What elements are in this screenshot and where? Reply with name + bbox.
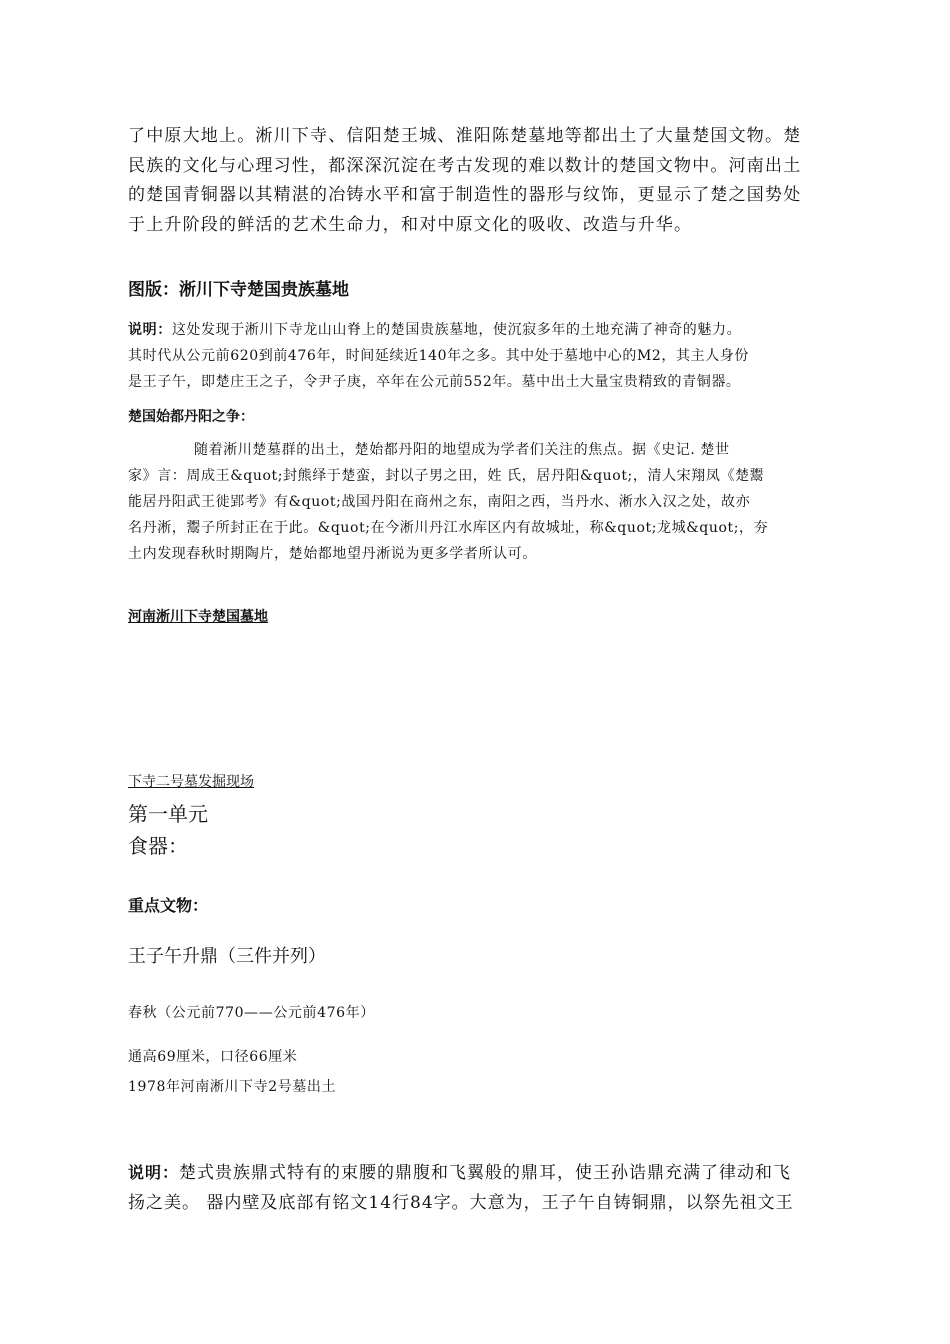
dispute-line: 随着淅川楚墓群的出土，楚始都丹阳的地望成为学者们关注的焦点。据《史记. 楚世 (194, 442, 730, 458)
relic-heading-wrap (128, 894, 842, 918)
dispute-line: 能居丹阳武王徙郢考》有&quot;战国丹阳在商州之东，南阳之西，当丹水、淅水入汉之处，故亦 (128, 494, 751, 510)
plate-title: 图版：淅川下寺楚国贵族墓地 (128, 280, 349, 300)
note-text: 这处发现于淅川下寺龙山山脊上的楚国贵族墓地，使沉寂多年的土地充满了神奇的魅力。 (171, 322, 742, 338)
relic-origin: 1978年河南淅川下寺2号墓出土 (128, 1079, 337, 1095)
relic-desc-first-line (128, 1158, 842, 1188)
dispute-line: 土内发现春秋时期陶片，楚始都地望丹淅说为更多学者所认可。 (128, 546, 537, 562)
dispute-section (128, 405, 842, 429)
cemetery-link[interactable]: 河南淅川下寺楚国墓地 (128, 609, 268, 625)
relic-name: 王子午升鼎（三件并列） (128, 946, 326, 967)
plate-note-line: 其时代从公元前620到前476年，时间延续近140年之多。其中处于墓地中心的M2，其主人身份 (128, 348, 750, 364)
excavation-link[interactable]: 下寺二号墓发掘现场 (128, 774, 254, 790)
relic-size: 通高69厘米，口径66厘米 (128, 1049, 298, 1065)
relic-details (128, 1042, 842, 1102)
relic-heading: 重点文物： (128, 896, 209, 915)
dispute-line: 家》言：周成王&quot;封熊绎于楚蛮，封以子男之田，姓 氏，居丹阳&quot;，清人宋翔凤《楚鬻 (128, 468, 765, 484)
cemetery-link-wrap (128, 606, 842, 628)
intro-line: 的楚国青铜器以其精湛的冶铸水平和富于制造性的器形与纹饰，更显示了楚之国势处 (128, 185, 802, 205)
plate-section (128, 278, 842, 302)
relic-period: 春秋（公元前770——公元前476年） (128, 1005, 375, 1021)
relic-name-wrap (128, 944, 842, 970)
excavation-link-wrap (128, 771, 842, 793)
relic-period-wrap (128, 1000, 842, 1026)
unit-category: 食器： (128, 834, 188, 858)
intro-line: 了中原大地上。淅川下寺、信阳楚王城、淮阳陈楚墓地等都出土了大量楚国文物。楚 (128, 126, 802, 146)
dispute-paragraph (128, 437, 842, 567)
relic-description (128, 1158, 842, 1218)
dispute-title: 楚国始都丹阳之争： (128, 409, 254, 425)
desc-text: 楚式贵族鼎式特有的束腰的鼎腹和飞翼般的鼎耳，使王孙诰鼎充满了律动和飞 (179, 1163, 792, 1183)
intro-paragraph (128, 122, 842, 240)
plate-note-line: 是王子午，即楚庄王之子，令尹子庚，卒年在公元前552年。墓中出土大量宝贵精致的青铜器。 (128, 374, 741, 390)
unit-section (128, 798, 842, 862)
dispute-line: 名丹淅，鬻子所封正在于此。&quot;在今淅川丹江水库区内有故城址，称&quot;龙城&quot;，夯 (128, 520, 769, 536)
intro-line: 于上升阶段的鲜活的艺术生命力，和对中原文化的吸收、改造与升华。 (128, 214, 693, 235)
intro-line: 民族的文化与心理习性，都深深沉淀在考古发现的难以数计的楚国文物中。河南出土 (128, 155, 802, 176)
desc-label: 说明： (128, 1163, 180, 1182)
note-label: 说明： (128, 322, 172, 338)
unit-title: 第一单元 (128, 802, 208, 826)
plate-note-first-line (128, 317, 842, 343)
relic-desc-line: 扬之美。 器内壁及底部有铭文14行84字。大意为，王子午自铸铜鼎，以祭先祖文王 (128, 1193, 794, 1213)
plate-note (128, 317, 842, 395)
